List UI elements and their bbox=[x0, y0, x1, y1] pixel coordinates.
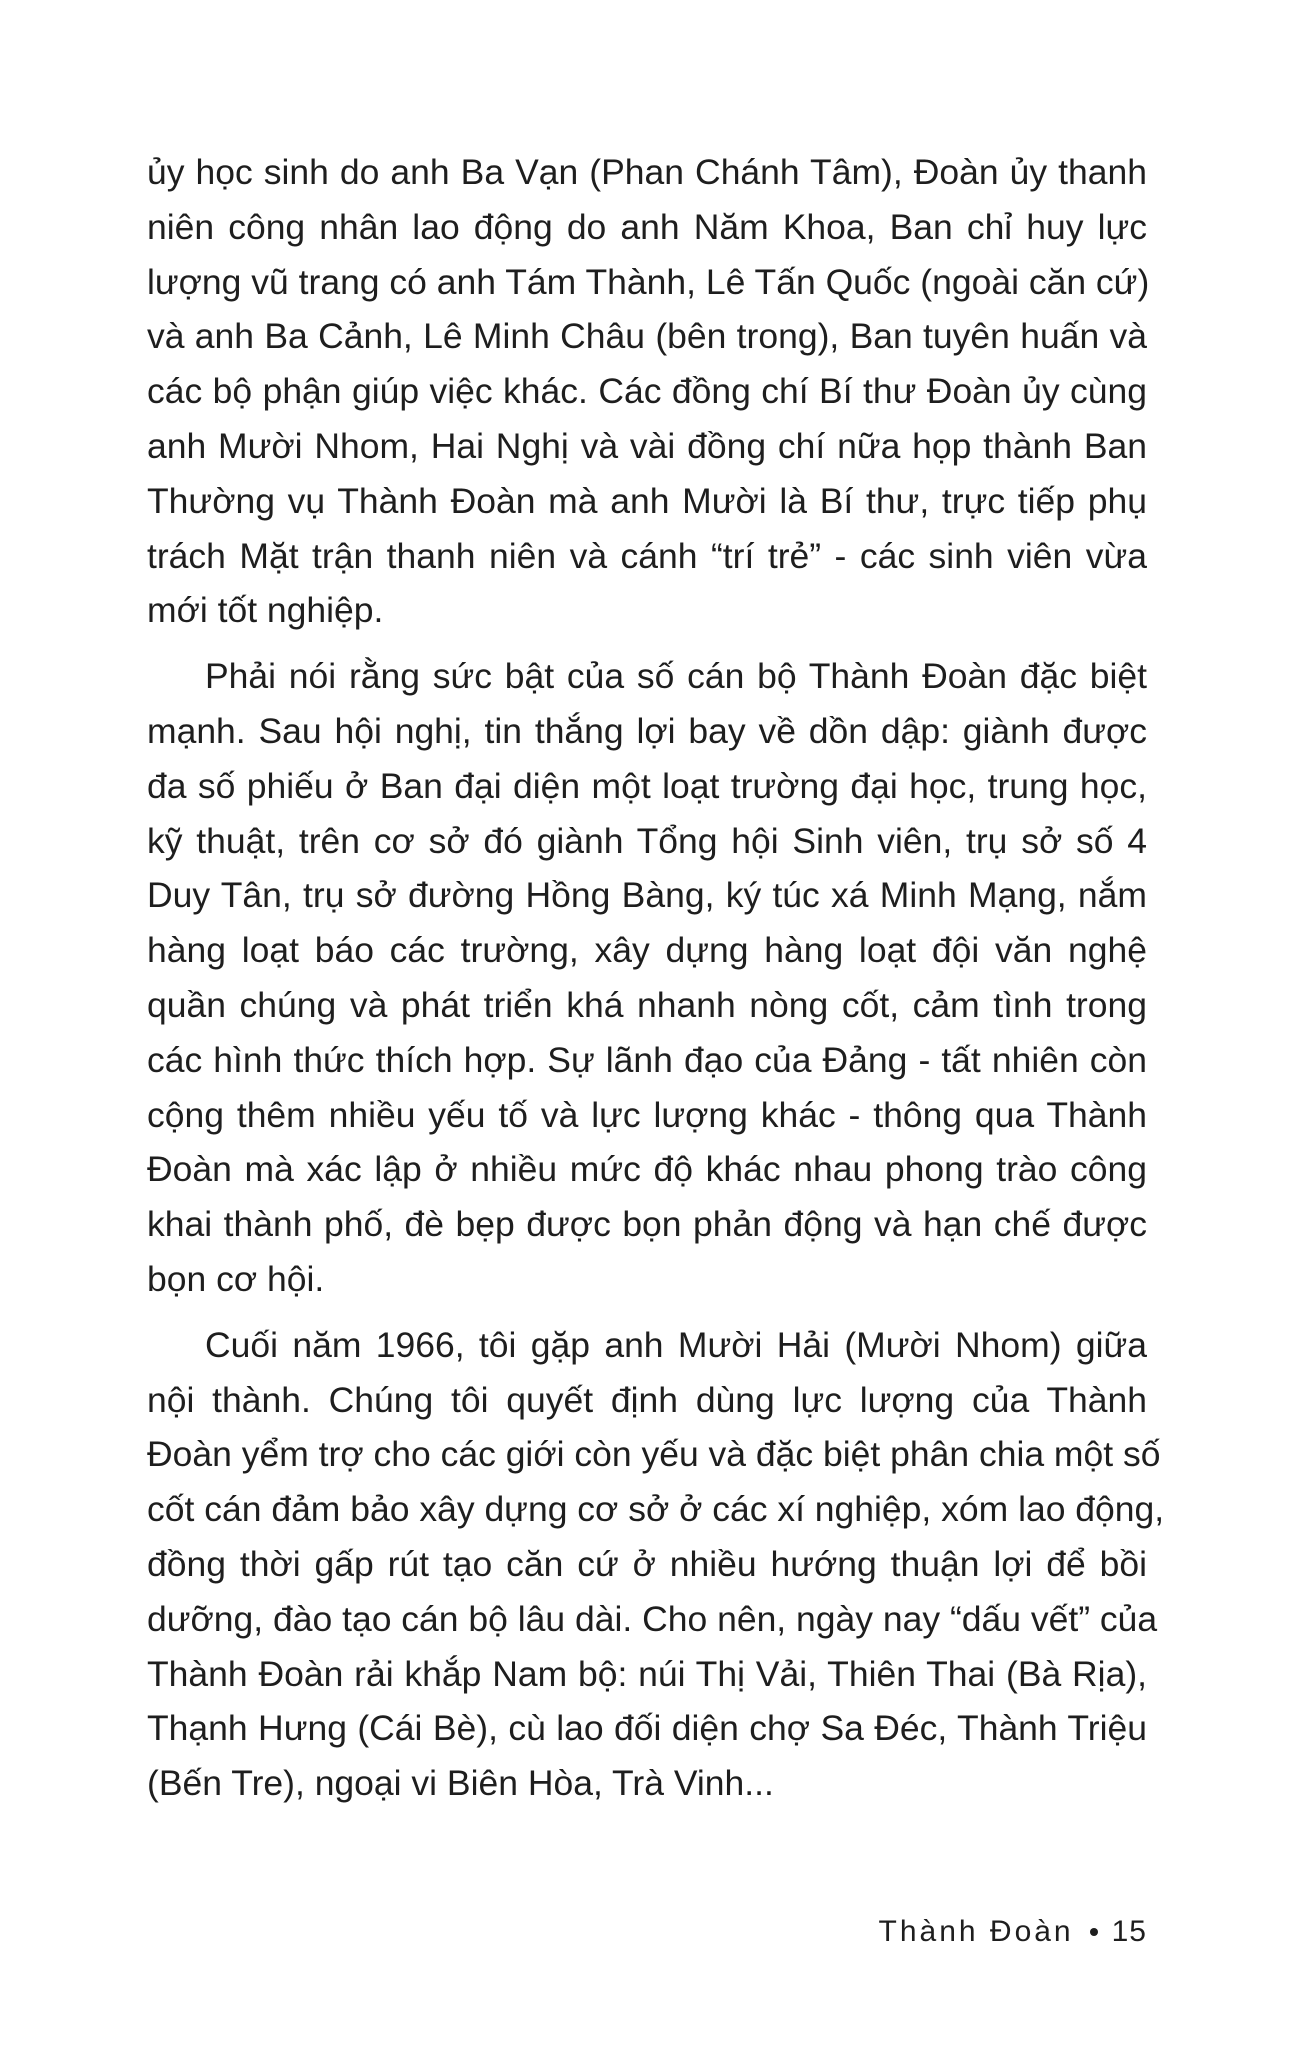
text-line: Thường vụ Thành Đoàn mà anh Mười là Bí thư, trực tiếp phụ bbox=[147, 480, 1147, 521]
text-line: ủy học sinh do anh Ba Vạn (Phan Chánh Tâm), Đoàn ủy thanh bbox=[147, 152, 1147, 192]
text-line: quần chúng và phát triển khá nhanh nòng cốt, cảm tình trong bbox=[147, 984, 1147, 1025]
page-footer bbox=[879, 1915, 1148, 1949]
text-line: niên công nhân lao động do anh Năm Khoa, Ban chỉ huy lực bbox=[147, 206, 1147, 247]
text-line: Đoàn mà xác lập ở nhiều mức độ khác nhau phong trào công bbox=[147, 1149, 1147, 1190]
text-line: các bộ phận giúp việc khác. Các đồng chí Bí thư Đoàn ủy cùng bbox=[147, 371, 1147, 412]
paragraph-3 bbox=[147, 1318, 1165, 1811]
text-line: mạnh. Sau hội nghị, tin thắng lợi bay về dồn dập: giành được bbox=[147, 710, 1147, 751]
text-line: và anh Ba Cảnh, Lê Minh Châu (bên trong), Ban tuyên huấn và bbox=[147, 316, 1147, 357]
text-line: hàng loạt báo các trường, xây dựng hàng loạt đội văn nghệ bbox=[147, 930, 1147, 971]
text-line: đa số phiếu ở Ban đại diện một loạt trường đại học, trung học, bbox=[147, 765, 1147, 806]
text-line: khai thành phố, đè bẹp được bọn phản động và hạn chế được bbox=[147, 1204, 1147, 1245]
paragraph-1 bbox=[147, 145, 1150, 638]
text-line: trách Mặt trận thanh niên và cánh “trí trẻ” - các sinh viên vừa bbox=[147, 535, 1147, 576]
chapter-title: Thành Đoàn bbox=[878, 1915, 1074, 1948]
paragraph-gap bbox=[147, 638, 1147, 649]
text-line: cốt cán đảm bảo xây dựng cơ sở ở các xí nghiệp, xóm lao động, bbox=[147, 1489, 1165, 1530]
page-number: 15 bbox=[1111, 1915, 1147, 1948]
text-line: Duy Tân, trụ sở đường Hồng Bàng, ký túc xá Minh Mạng, nắm bbox=[147, 875, 1147, 916]
text-line: anh Mười Nhom, Hai Nghị và vài đồng chí nữa họp thành Ban bbox=[147, 425, 1147, 466]
text-line: Thạnh Hưng (Cái Bè), cù lao đối diện chợ Sa Đéc, Thành Triệu bbox=[147, 1708, 1147, 1749]
text-line: các hình thức thích hợp. Sự lãnh đạo của Đảng - tất nhiên còn bbox=[147, 1039, 1147, 1080]
text-line: dưỡng, đào tạo cán bộ lâu dài. Cho nên, ngày nay “dấu vết” của bbox=[147, 1598, 1158, 1639]
text-line: Cuối năm 1966, tôi gặp anh Mười Hải (Mười Nhom) giữa bbox=[205, 1324, 1147, 1365]
text-line: bọn cơ hội. bbox=[147, 1258, 325, 1299]
bullet-separator-icon bbox=[1090, 1928, 1098, 1936]
paragraph-gap bbox=[147, 1307, 1147, 1318]
paragraph-2 bbox=[147, 649, 1147, 1307]
text-line: Thành Đoàn rải khắp Nam bộ: núi Thị Vải, Thiên Thai (Bà Rịa), bbox=[147, 1653, 1147, 1694]
text-line: lượng vũ trang có anh Tám Thành, Lê Tấn Quốc (ngoài căn cứ) bbox=[147, 261, 1150, 302]
text-line: cộng thêm nhiều yếu tố và lực lượng khác - thông qua Thành bbox=[147, 1094, 1147, 1135]
text-line: Đoàn yểm trợ cho các giới còn yếu và đặc biệt phân chia một số bbox=[147, 1434, 1161, 1475]
body-text bbox=[147, 145, 1165, 1811]
text-line: nội thành. Chúng tôi quyết định dùng lực lượng của Thành bbox=[147, 1379, 1147, 1420]
text-line: kỹ thuật, trên cơ sở đó giành Tổng hội Sinh viên, trụ sở số 4 bbox=[147, 820, 1147, 861]
text-line: đồng thời gấp rút tạo căn cứ ở nhiều hướng thuận lợi để bồi bbox=[147, 1543, 1147, 1584]
text-line: (Bến Tre), ngoại vi Biên Hòa, Trà Vinh... bbox=[147, 1763, 774, 1804]
text-line: mới tốt nghiệp. bbox=[147, 590, 384, 631]
text-line: Phải nói rằng sức bật của số cán bộ Thành Đoàn đặc biệt bbox=[205, 656, 1147, 697]
